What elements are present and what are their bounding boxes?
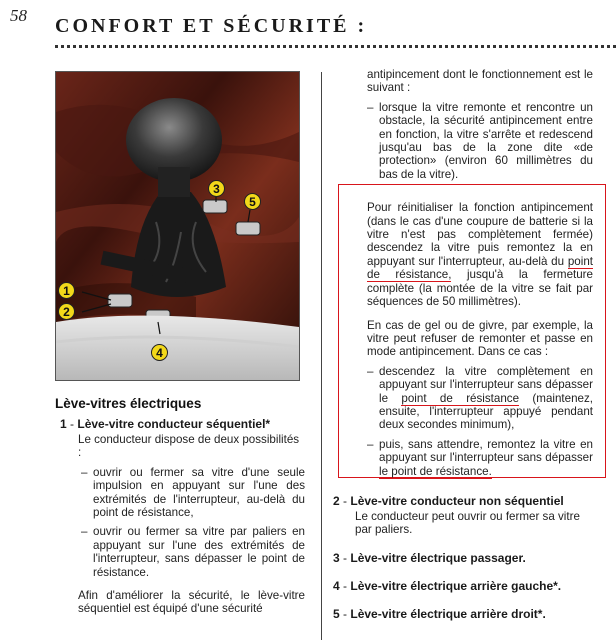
item-2-heading: 2 - Lève-vitre conducteur non séquentiel xyxy=(333,493,564,508)
resistance-point-mark-3: le point de résistance. xyxy=(379,464,492,478)
resistance-point-mark-2: point de résistance xyxy=(401,391,520,405)
item-1-title: Lève-vitre conducteur séquentiel* xyxy=(77,417,271,431)
column-divider xyxy=(321,72,322,640)
console-photo xyxy=(55,71,300,381)
item-1-heading: 1 - Lève-vitre conducteur séquentiel* xyxy=(60,417,271,431)
callout-4: 4 xyxy=(151,344,168,361)
callout-3: 3 xyxy=(208,180,225,197)
left-column xyxy=(55,396,305,622)
right-column xyxy=(333,68,593,621)
continued-text: antipincement dont le fonctionnement est le suivant : xyxy=(367,68,593,95)
switch-3 xyxy=(203,200,227,213)
item-2-text: Le conducteur peut ouvrir ou fermer sa vitre par paliers. xyxy=(355,509,580,537)
item-4-title: Lève-vitre électrique arrière gauche*. xyxy=(350,578,562,593)
item-2-title: Lève-vitre conducteur non séquentiel xyxy=(350,493,564,508)
item-5-number: 5 xyxy=(333,606,340,621)
frost-step-down-a: descendez la vitre complètement en appuyant sur l'interrupteur sans dépasser le xyxy=(379,364,593,405)
callout-5: 5 xyxy=(244,193,261,210)
obstacle-item: – lorsque la vitre remonte et rencontre un obstacle, la sécurité antipincement entre en fonction, la vitre s'arrête et redescend jusqu'au bas de la zone dite «de protection» (environ 60 millimètres du bas de la vitre). xyxy=(367,101,593,181)
safety-paragraph: Afin d'améliorer la sécurité, le lève-vitre séquentiel est équipé d'une sécurité xyxy=(78,589,305,616)
resistance-point-mark-1: point de résistance, xyxy=(367,254,593,282)
item-3-number: 3 xyxy=(333,550,340,565)
item-1-intro: Le conducteur dispose de deux possibilités : xyxy=(78,433,300,460)
section-title: CONFORT ET SÉCURITÉ : xyxy=(55,15,368,37)
seat xyxy=(56,316,299,380)
console-illustration xyxy=(56,72,299,380)
item-5-title: Lève-vitre électrique arrière droit*. xyxy=(350,606,546,621)
callout-2: 2 xyxy=(58,303,75,320)
item-1-number: 1 xyxy=(60,417,67,431)
page-number: 58 xyxy=(10,6,27,25)
frost-step-up-a: puis, sans attendre, remontez la vitre en appuyant sur l'interrupteur sans dépasser xyxy=(379,437,593,465)
item-3-heading: 3 - Lève-vitre électrique passager. xyxy=(333,550,526,565)
item-3-title: Lève-vitre électrique passager. xyxy=(350,550,526,565)
reset-paragraph xyxy=(367,201,593,308)
frost-step-down-b: (maintenez, ensuite, l'interrupteur appuyé pendant deux secondes minimum), xyxy=(379,391,593,432)
frost-step-down xyxy=(367,365,593,432)
dotted-divider xyxy=(55,45,616,48)
item-4-number: 4 xyxy=(333,578,340,593)
item-5-heading: 5 - Lève-vitre électrique arrière droit*. xyxy=(333,606,546,621)
section-heading: Lève-vitres électriques xyxy=(55,396,202,411)
option-steps: – ouvrir ou fermer sa vitre par paliers en appuyant sur l'une des extrémités de l'interrupteur, sans dépasser le point de résistance. xyxy=(81,525,305,579)
frost-paragraph: En cas de gel ou de givre, par exemple, la vitre peut refuser de remonter et passe en mode antipincement. Dans ce cas : xyxy=(367,318,593,359)
item-2-number: 2 xyxy=(333,493,340,508)
switch-1 xyxy=(108,294,132,307)
callout-1: 1 xyxy=(58,282,75,299)
item-4-heading: 4 - Lève-vitre électrique arrière gauche*. xyxy=(333,578,562,593)
option-single-impulse: – ouvrir ou fermer sa vitre d'une seule impulsion en appuyant sur l'une des extrémités de l'interrupteur, au-delà du point de résistance, xyxy=(81,466,305,520)
reset-text-b: jusqu'à la fermeture complète (la montée de la vitre se fait par séquences de 50 millimètres). xyxy=(367,268,593,309)
frost-step-up xyxy=(367,438,593,478)
switch-5 xyxy=(236,222,260,235)
reset-text-a: Pour réinitialiser la fonction antipincement (dans le cas d'une coupure de batterie si la vitre n'est pas complètement fermée) descendez la vitre puis remontez la en appuyant sur l'interrupteur, au-delà du xyxy=(367,201,593,268)
